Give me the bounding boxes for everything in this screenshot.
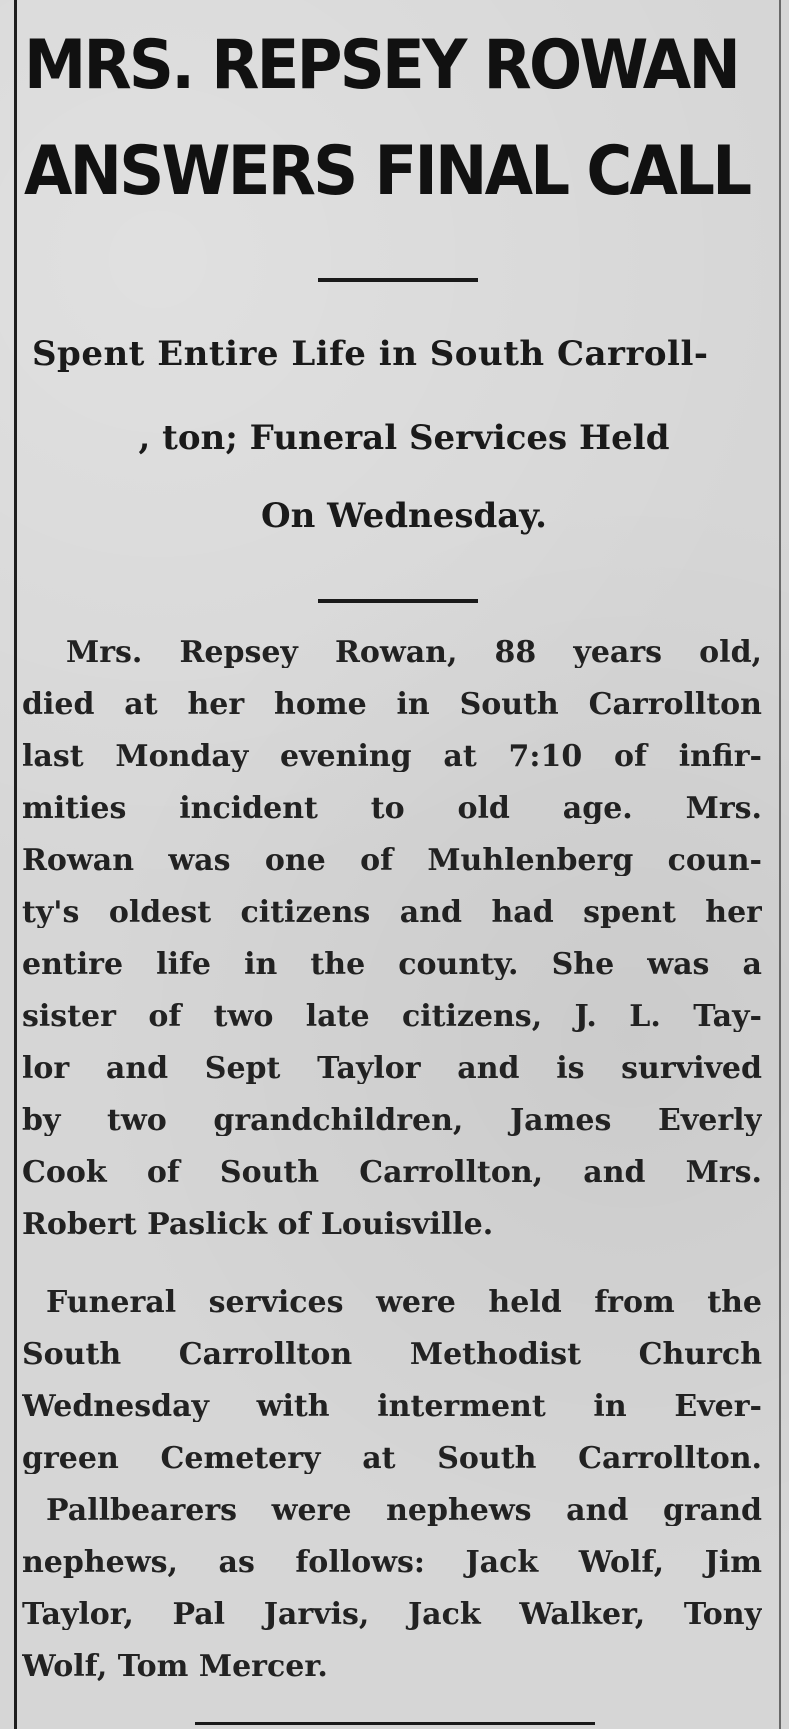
article-line: nephews, as follows: Jack Wolf, Jim	[22, 1548, 762, 1578]
article-line: Wednesday with interment in Ever-	[22, 1392, 762, 1422]
article-line: entire life in the county. She was a	[22, 950, 762, 980]
article-line: died at her home in South Carrollton	[22, 690, 762, 720]
column-rule-right	[779, 0, 781, 1729]
headline-line-2: ANSWERS FINAL CALL	[24, 132, 750, 211]
headline-line-1: MRS. REPSEY ROWAN	[24, 26, 739, 105]
article-line: Robert Paslick of Louisville.	[22, 1210, 494, 1240]
subheadline-line-2: , ton; Funeral Services Held	[138, 418, 670, 458]
article-line: Funeral services were held from the	[46, 1288, 762, 1318]
article-line: green Cemetery at South Carrollton.	[22, 1444, 762, 1474]
subheadline-line-3: On Wednesday.	[261, 496, 547, 536]
article-line: mities incident to old age. Mrs.	[22, 794, 762, 824]
article-line: by two grandchildren, James Everly	[22, 1106, 762, 1136]
article-line: lor and Sept Taylor and is survived	[22, 1054, 762, 1084]
article-line: Wolf, Tom Mercer.	[22, 1652, 328, 1682]
article-line: South Carrollton Methodist Church	[22, 1340, 762, 1370]
article-line: Pallbearers were nephews and grand	[46, 1496, 762, 1526]
subheadline-divider	[318, 599, 478, 603]
article-line: Rowan was one of Muhlenberg coun-	[22, 846, 762, 876]
article-line: sister of two late citizens, J. L. Tay-	[22, 1002, 762, 1032]
headline-divider	[318, 278, 478, 282]
article-line: ty's oldest citizens and had spent her	[22, 898, 762, 928]
column-rule-left	[14, 0, 17, 1729]
article-end-rule	[195, 1722, 595, 1725]
article-line: Mrs. Repsey Rowan, 88 years old,	[66, 638, 762, 668]
article-line: Taylor, Pal Jarvis, Jack Walker, Tony	[22, 1600, 762, 1630]
article-line: Cook of South Carrollton, and Mrs.	[22, 1158, 762, 1188]
article-line: last Monday evening at 7:10 of infir-	[22, 742, 762, 772]
subheadline-line-1: Spent Entire Life in South Carroll-	[32, 334, 709, 374]
